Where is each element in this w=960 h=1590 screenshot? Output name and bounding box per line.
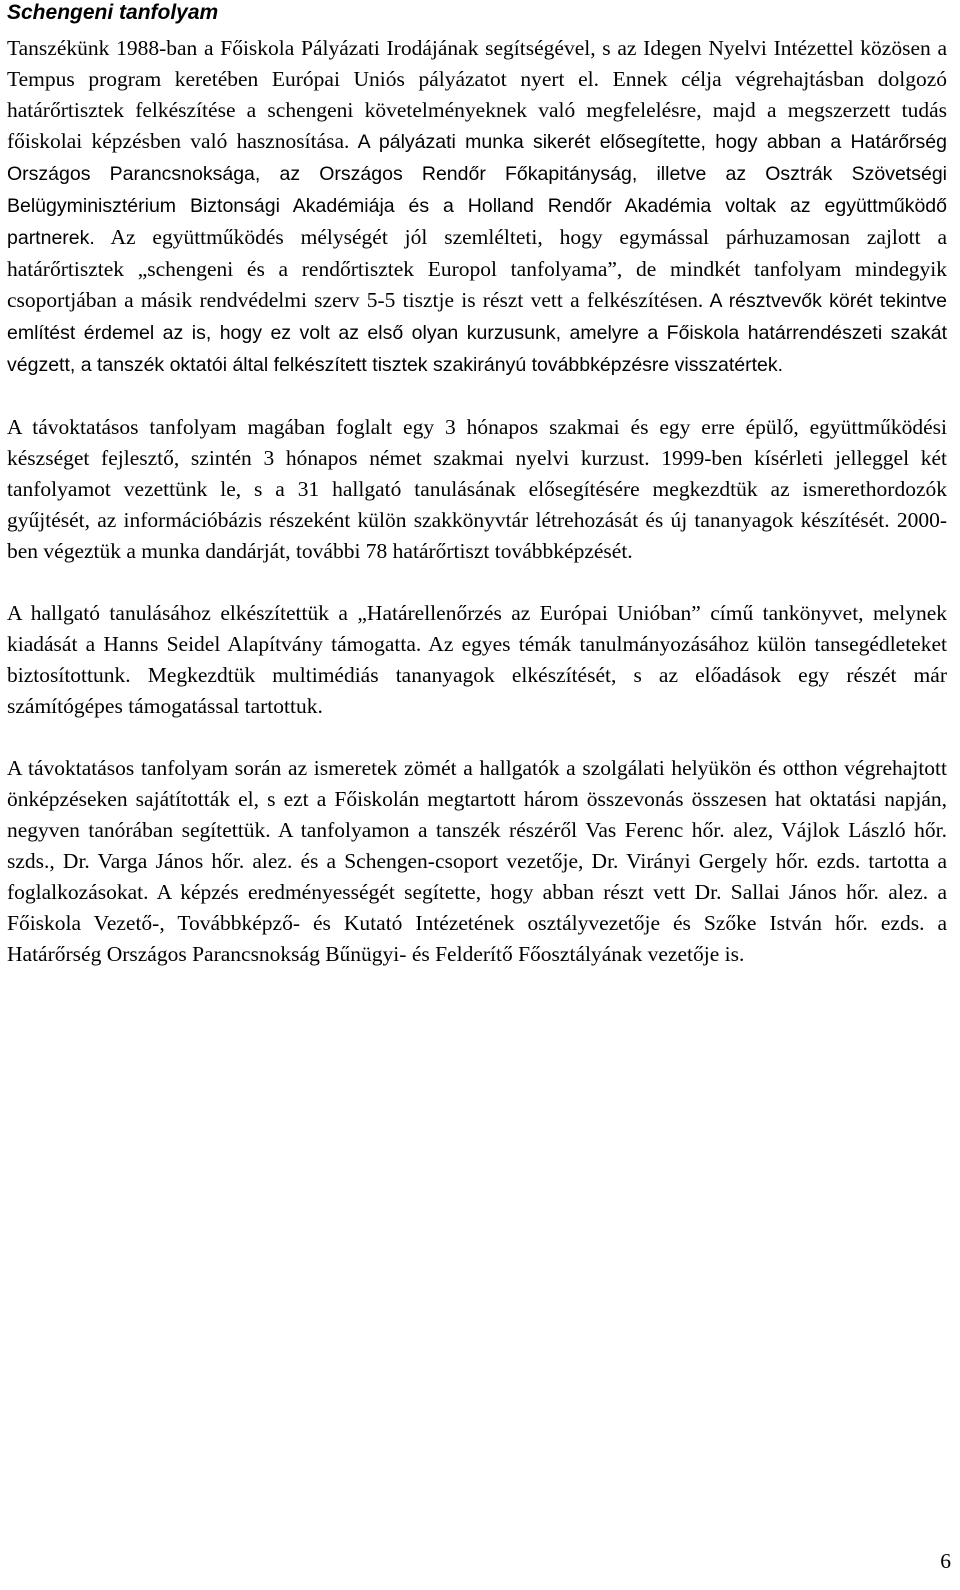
paragraph-1-part-c: Az együttműködés mélységét jól szemlélteti, hogy egymással párhuzamosan zajlott a határőrtisztek „schengeni és a rendőrtisztek Europol tanfolyama”, de mindkét tanfolyam mindegyik csoportjában a másik rendvédelmi szerv 5-5 tisztje is részt vett a felkészítésen. — [7, 225, 947, 312]
paragraph-1-part-d: A résztvevők körét tekintve említést érdemel az is, hogy ez volt az első olyan kurzusunk, amelyre a Főiskola határrendészeti szakát végzett, a tanszék oktatói által felkészített tisztek szakirányú továbbképzésre visszatértek. — [7, 290, 947, 376]
document-page — [7, 0, 947, 970]
section-heading: Schengeni tanfolyam — [7, 1, 219, 24]
page-number: 6 — [940, 1549, 951, 1573]
paragraph-1-part-b: A pályázati munka sikerét elősegítette, hogy abban a Határőrség Országos Parancsnoksága, az Országos Rendőr Főkapitányság, illetve az Osztrák Szövetségi Belügyminisztérium Biztonsági Akadémiája és a Holland Rendőr Akadémia voltak az együttműködő partnerek. — [7, 131, 947, 249]
paragraph-1 — [7, 33, 947, 381]
paragraph-2: A távoktatásos tanfolyam magában foglalt egy 3 hónapos szakmai és egy erre épülő, együttműködési készséget fejlesztő, szintén 3 hónapos német szakmai nyelvi kurzust. 1999-ben kísérleti jelleggel két tanfolyamot vezettünk le, s a 31 hallgató tanulásának elősegítésére megkezdtük az ismerethordozók gyűjtését, az információbázis részeként külön szakkönyvtár létrehozását és új tananyagok készítését. 2000-ben végeztük a munka dandárját, további 78 határőrtiszt továbbképzését. — [7, 415, 947, 563]
paragraph-1-part-a: Tanszékünk 1988-ban a Főiskola Pályázati Irodájának segítségével, s az Idegen Nyelvi Intézettel közösen a Tempus program keretében Európai Uniós pályázatot nyert el. Ennek célja végrehajtásban dolgozó határőrtisztek felkészítése a schengeni követelményeknek való megfelelésre, majd a megszerzett tudás főiskolai képzésben való hasznosítása. — [7, 36, 947, 153]
paragraph-4: A távoktatásos tanfolyam során az ismeretek zömét a hallgatók a szolgálati helyükön és otthon végrehajtott önképzéseken sajátították el, s ezt a Főiskolán megtartott három összevonás összesen hat oktatási napján, negyven tanórában segítettük. A tanfolyamon a tanszék részéről Vas Ferenc hőr. alez, Vájlok László hőr. szds., Dr. Varga János hőr. alez. és a Schengen-csoport vezetője, Dr. Virányi Gergely hőr. ezds. tartotta a foglalkozásokat. A képzés eredményességét segítette, hogy abban részt vett Dr. Sallai János hőr. alez. a Főiskola Vezető-, Továbbképző- és Kutató Intézetének osztályvezetője és Szőke István hőr. ezds. a Határőrség Országos Parancsnokság Bűnügyi- és Felderítő Főosztályának vezetője is. — [7, 756, 947, 966]
paragraph-3: A hallgató tanulásához elkészítettük a „Határellenőrzés az Európai Unióban” című tankönyvet, melynek kiadását a Hanns Seidel Alapítvány támogatta. Az egyes témák tanulmányozásához külön tansegédleteket biztosítottunk. Megkezdtük multimédiás tananyagok elkészítését, s az előadások egy részét már számítógépes támogatással tartottuk. — [7, 601, 947, 718]
